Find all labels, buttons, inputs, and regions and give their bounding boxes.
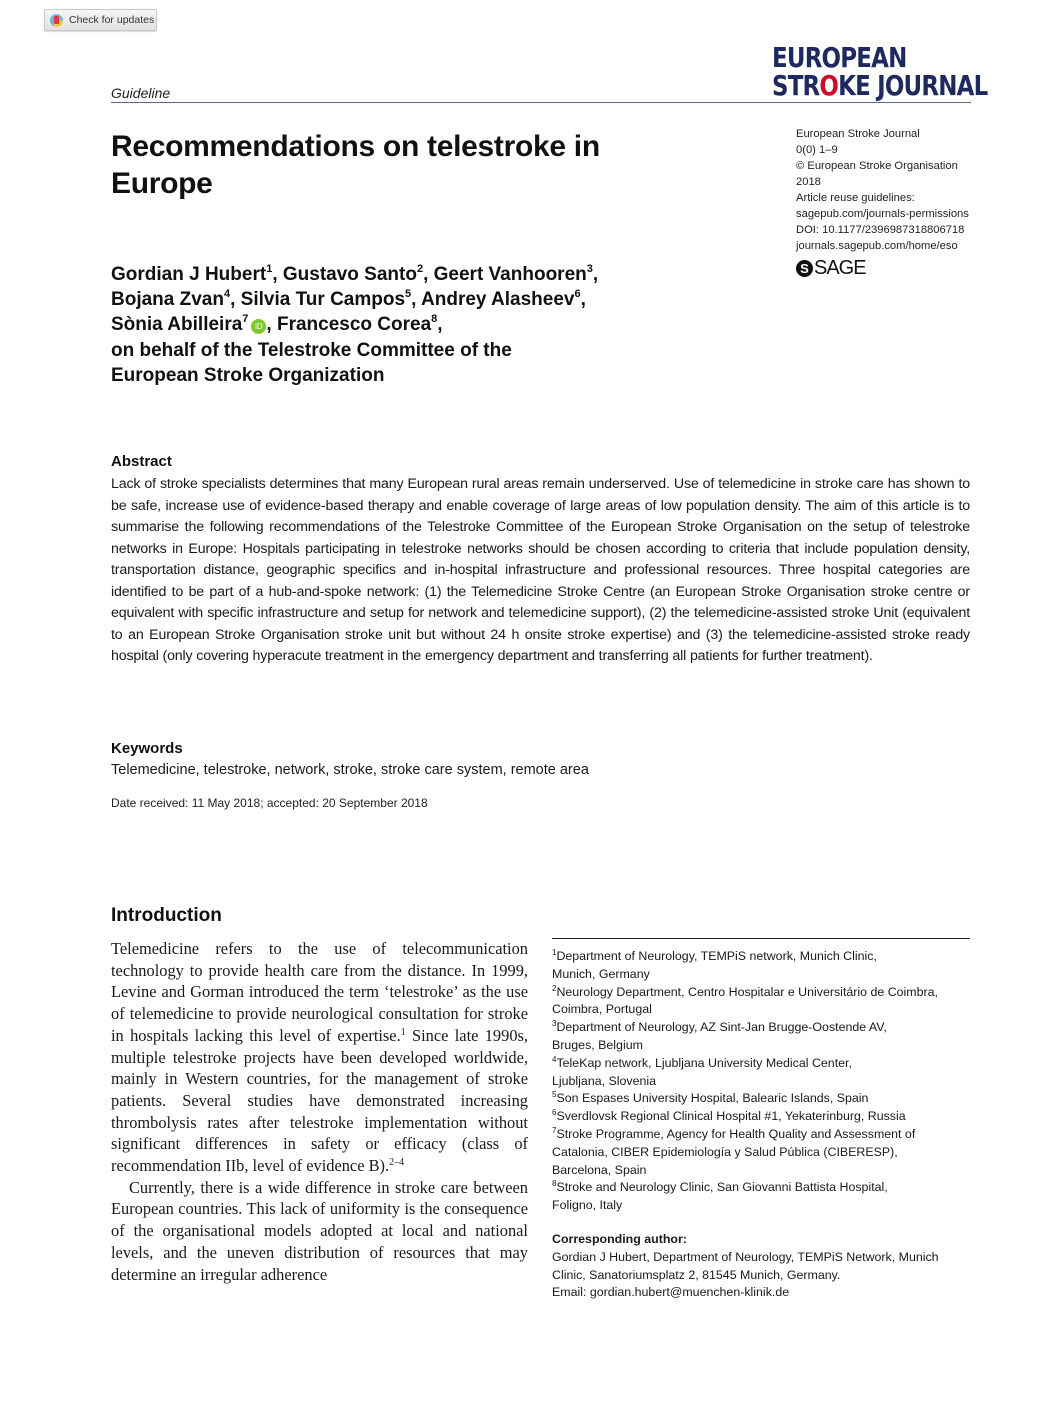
author [434,264,593,285]
affiliation-text: Munich, Germany [552,966,650,981]
publisher-logo [796,257,866,280]
affiliation-number: 2 [552,983,557,993]
logo-stroke-o: O [819,69,839,102]
sage-icon: S [796,260,813,277]
author-name: Geert Vanhooren [433,264,587,285]
affiliation-text: Neurology Department, Centro Hospitalar e Universitário de Coimbra, [556,984,938,999]
orcid-icon[interactable]: iD [251,319,266,334]
affiliation-ref: 3 [586,263,593,275]
logo-text: KE JOURNAL [838,69,988,102]
abstract-text: Lack of stroke specialists determines that many European rural areas remain underserved. Use of telemedicine in stroke care has shown to be safe, increase use of evidence-based therapy and enable coverage of large areas of low population density. The aim of this article is to summarise the following recommendations of the Telestroke Committee of the European Stroke Organisation on the setup of telestroke networks in Europe: Hospitals participating in telestroke networks should be chosen according to criteria that include population density, transportation distance, geographic specifics and in-hospital infrastructure and professional resources. Three hospital categories are identified to be part of a hub-and-spoke network: (1) the Telemedicine Stroke Centre (an European Stroke Organisation stroke centre or equivalent with specific infrastructure and setup for network and telemedicine support), (2) the telemedicine-assisted stroke Unit (equivalent to an European Stroke Organisation stroke unit but without 24 h onsite stroke expertise) and (3) the telemedicine-assisted stroke ready hospital (only covering hyperacute treatment in the emergency department and transferring all patients for further treatment). [111,476,970,664]
author [421,289,581,310]
author-name: Francesco Corea [276,314,432,336]
author [111,289,230,310]
article-dates: Date received: 11 May 2018; accepted: 20 September 2018 [111,796,428,810]
affiliation-text: Barcelona, Spain [552,1162,647,1177]
affiliation-ref: 2 [416,263,424,275]
header-divider [111,102,971,103]
affiliation-text: Son Espases University Hospital, Balearic Islands, Spain [556,1091,869,1106]
paragraph-text: Telemedicine refers to the use of telecommunication technology to provide health care from the distance. In 1999, Levine and Gorman introduced the term ‘telestroke’ as the use of telemedicine to provide neurological consultation for stroke in hospitals lacking this level of expertise. [111,939,528,1045]
affiliation-number: 1 [552,948,557,957]
keywords-text: Telemedicine, telestroke, network, stroke, stroke care system, remote area [111,762,589,778]
paragraph-text: Since late 1990s, multiple telestroke projects have been developed worldwide, mainly in Western countries, for the management of stroke patients. Several studies have demonstrated increasing thrombolysis rates after telestroke implementation without significant differences in safety or efficacy (class of recommendation IIb, level of evidence B). [111,1025,528,1176]
affiliation-text: TeleKap network, Ljubljana University Medical Center, [556,1055,852,1070]
journal-home-link[interactable]: journals.sagepub.com/home/eso [796,240,958,252]
corresponding-author-address: Clinic, Sanatoriumsplatz 2, 81545 Munich, Germany. [552,1267,841,1282]
logo-line-2 [772,69,988,102]
affiliation-ref: 5 [405,288,412,301]
author [283,264,423,285]
reuse-label: Article reuse guidelines: [796,192,915,204]
keywords-heading: Keywords [111,740,183,757]
affiliation-text: Bruges, Belgium [552,1037,643,1052]
affiliation [552,984,982,1020]
affiliation-number: 5 [552,1090,557,1100]
paragraph [111,938,528,1177]
corresponding-author-text: Gordian J Hubert, Department of Neurology, TEMPiS Network, Munich [552,1249,939,1264]
volume-pages: 0(0) 1–9 [796,144,838,156]
doi[interactable]: DOI: 10.1177/2396987318806718 [796,224,965,236]
affiliation-number: 6 [552,1108,557,1118]
paragraph: Currently, there is a wide difference in stroke care between European countries. This lack of uniformity is the consequence of the organisational models adopted at local and national levels, and the uneven distribution of resources that may determine an irregular adherence [111,1177,528,1284]
affiliation-text: Coimbra, Portugal [552,1002,652,1017]
copyright-year: 2018 [796,176,821,188]
abstract-heading: Abstract [111,453,172,470]
affiliation-number: 3 [552,1019,557,1029]
affiliation-text: Department of Neurology, AZ Sint-Jan Brugge-Oostende AV, [556,1020,887,1035]
affiliation-number: 4 [552,1054,557,1064]
article-title: Recommendations on telestroke in Europe [111,130,600,200]
journal-logo [772,41,1035,102]
affiliations [552,948,982,1302]
author-list: Gordian J Hubert$^1$, Gustavo Santo$^2$, Geert Vanhooren$^3$, Bojana Zvan$^4$, Silvia Tur Campos$^5$, Andrey Alasheev$^6$, Sònia Abilleira$^7$iD , Francesco Corea$^8$, on behalf of the Telestroke Committee of the European Stroke Organization [111,262,731,388]
affiliation [552,1108,982,1126]
corresponding-author-heading: Corresponding author: [552,1231,687,1246]
affiliation [552,1126,982,1179]
logo-text: STR [772,69,820,102]
affiliation-ref: 4 [223,288,231,301]
author-name: Silvia Tur Campos [240,289,406,311]
author-name: Bojana Zvan [111,289,224,311]
affiliation-ref: 8 [431,313,438,326]
journal-name: European Stroke Journal [796,128,920,140]
affiliation-text: Department of Neurology, TEMPiS network, Munich Clinic, [556,949,877,963]
author-name: Sònia Abilleira [111,314,243,336]
affiliation [552,1019,982,1055]
authors-behalf: on behalf of the Telestroke Committee of the European Stroke Organization [111,339,512,386]
affiliation-text: Stroke and Neurology Clinic, San Giovanni Battista Hospital, [556,1180,888,1195]
logo-line-1: EUROPEAN [772,41,907,74]
affiliation-text: Stroke Programme, Agency for Health Quality and Assessment of [556,1126,916,1141]
author-name: Andrey Alasheev [421,289,575,311]
permissions-link[interactable]: sagepub.com/journals-permissions [796,208,969,220]
crossmark-icon [50,14,63,27]
author-name: Gustavo Santo [282,264,417,285]
affiliation-ref: 7 [242,313,249,326]
article-type-label: Guideline [111,85,171,101]
affiliation-number: 7 [552,1125,557,1135]
affiliation-text: Catalonia, CIBER Epidemiología y Salud Pública (CIBERESP), [552,1144,898,1159]
author [111,264,272,285]
affiliation-text: Sverdlovsk Regional Clinical Hospital #1, Yekaterinburg, Russia [556,1109,906,1124]
journal-meta [796,126,969,254]
corresponding-author-email[interactable]: Email: gordian.hubert@muenchen-klinik.de [552,1285,790,1300]
affiliation-text: Ljubljana, Slovenia [552,1073,657,1088]
affiliation-ref: 6 [574,288,581,301]
affiliation [552,948,982,984]
affiliation [552,1179,982,1215]
affiliation [552,1055,982,1091]
author-name: Gordian J Hubert [111,264,267,285]
citation-ref[interactable]: 1 [400,1026,406,1038]
check-for-updates-button[interactable] [44,9,157,31]
affiliation-number: 8 [552,1179,557,1189]
author [241,289,411,310]
author [111,314,266,335]
check-for-updates-label: Check for updates [69,14,155,26]
affiliation-text: Foligno, Italy [552,1198,623,1213]
publisher-name: SAGE [814,257,866,279]
author [277,314,437,335]
introduction-body [111,938,528,1285]
copyright: © European Stroke Organisation [796,160,958,172]
footnote-divider [552,938,970,939]
affiliation [552,1090,982,1108]
affiliation-ref: 1 [266,263,273,275]
introduction-heading: Introduction [111,905,222,926]
citation-ref[interactable]: 2–4 [389,1157,405,1169]
